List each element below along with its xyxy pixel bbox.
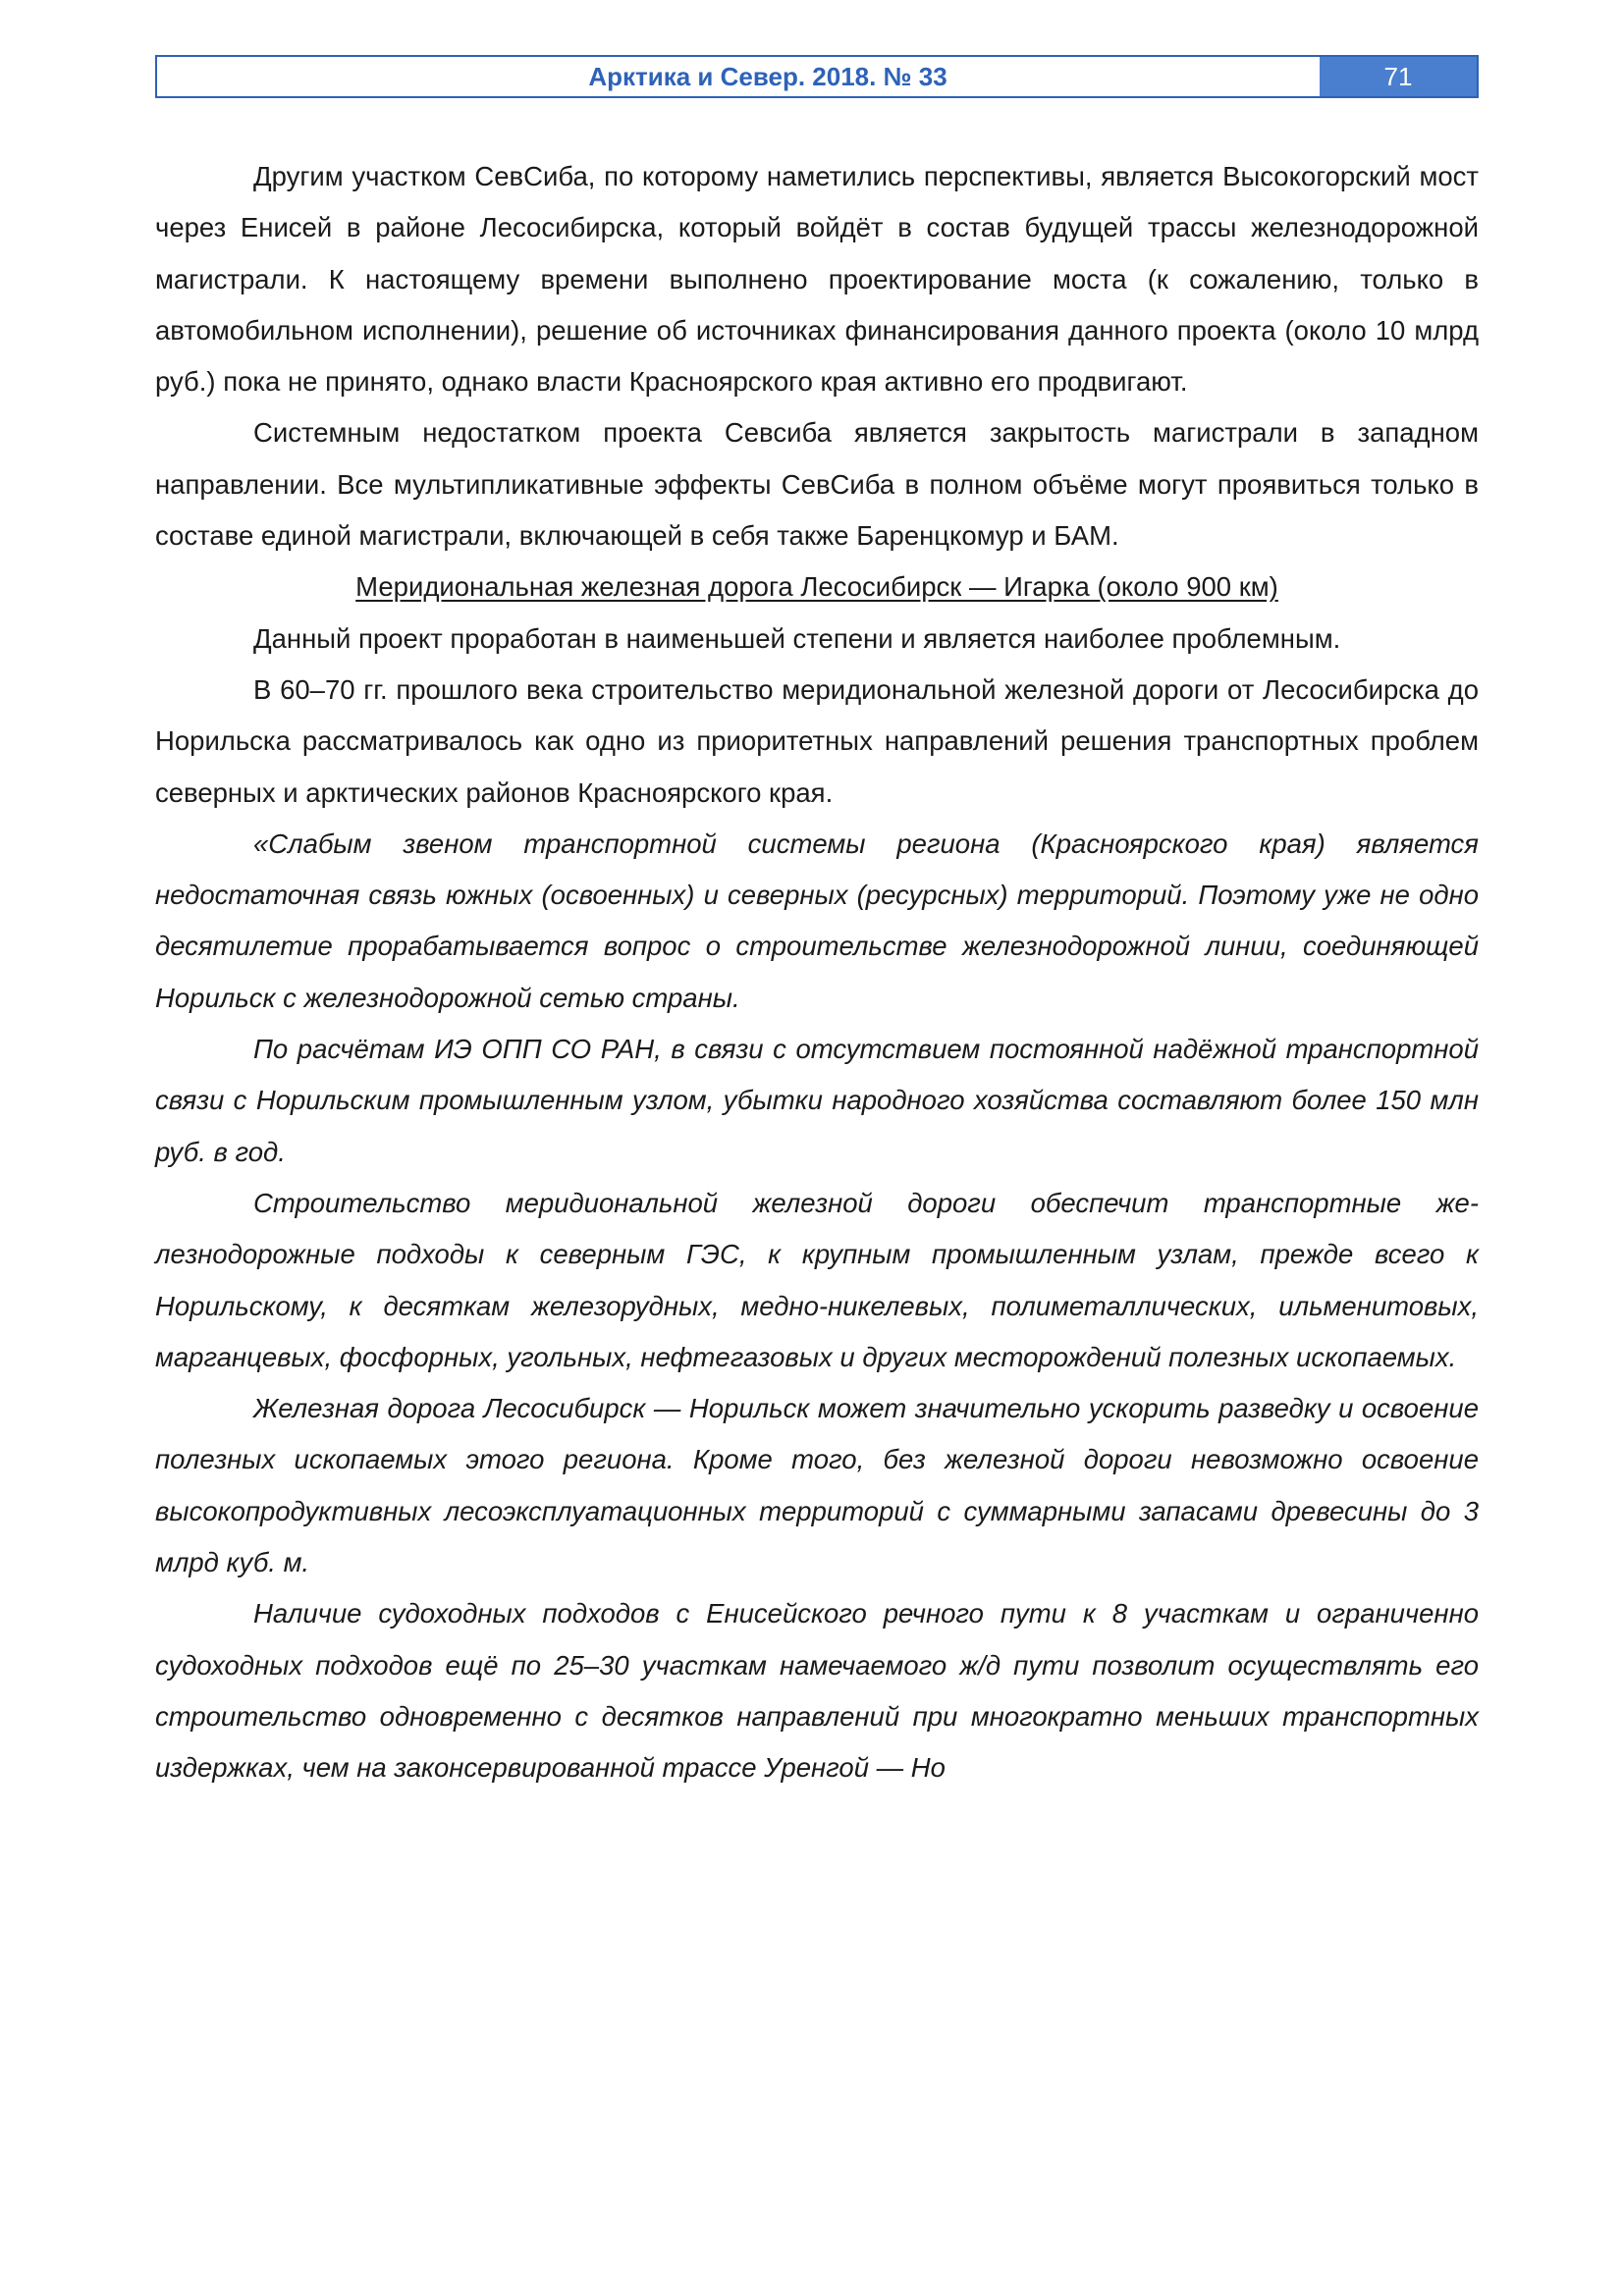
quote-paragraph: «Слабым звеном транспортной системы региона (Красноярского края) является недостаточная связь южных (освоенных) и северных (ресурсных) территорий. Поэтому уже не одно десятилетие прорабатывается вопрос о строительстве железнодорожной линии, соединяющей Норильск с железнодорожной сетью страны. (155, 828, 1479, 1013)
quote-paragraph: По расчётам ИЭ ОПП СО РАН, в связи с отсутствием постоянной надёжной транспортной связи с Норильским промышленным узлом, убытки народного хозяйства составляют более 150 млн руб. в год. (155, 1034, 1479, 1167)
article-body (155, 151, 1479, 1794)
page-number: 71 (1320, 57, 1477, 96)
section-heading-text: Меридиональная железная дорога Лесосибирск — Игарка (около 900 км) (355, 571, 1278, 603)
journal-title: Арктика и Север. 2018. № 33 (588, 61, 947, 91)
paragraph: В 60–70 гг. прошлого века строительство меридиональной железной дороги от Лесосибирска до Норильска рассматривалось как одно из приоритетных направлений решения транспортных проблем северных и арктических районов Красноярского края. (155, 673, 1479, 808)
paragraph: Данный проект проработан в наименьшей степени и является наиболее проблемным. (253, 622, 1341, 654)
quote-paragraph: Наличие судоходных подходов с Енисейского речного пути к 8 участкам и ограниченно судоходных подходов ещё по 25–30 участкам намечаемого ж/д пути позволит осуществлять его строительство одновременно с десятков направлений при многократно меньших транспортных издержках, чем на законсервированной трассе Уренгой — Но (155, 1598, 1479, 1784)
quote-paragraph: Железная дорога Лесосибирск — Норильск может значительно ускорить разведку и освоение полезных ископаемых этого региона. Кроме того, без железной дороги невозможно освоение высокопродуктивных лесоэксплуатационных территорий с суммарными запасами древесины до 3 млрд куб. м. (155, 1393, 1479, 1578)
section-heading (155, 561, 1479, 613)
paragraph: Другим участком СевСиба, по которому наметились перспективы, является Высокогорский мост через Енисей в районе Лесосибирска, который войдёт в состав будущей трассы железнодорожной магистрали. К настоящему времени выполнено проектирование моста (к сожалению, только в автомобильном исполнении), решение об источниках финансирования данного проекта (около 10 млрд руб.) пока не принято, однако власти Красноярского края активно его продвигают. (155, 161, 1479, 398)
journal-header (155, 55, 1479, 98)
paragraph: Системным недостатком проекта Севсиба является закрытость магистрали в западном направлении. Все мультипликативные эффекты СевСиба в полном объёме могут проявиться только в составе единой магистрали, включающей в себя также Баренцкомур и БАМ. (155, 417, 1479, 552)
quote-paragraph: Строительство меридиональной железной дороги обеспечит транспортные железнодорожные подходы к северным ГЭС, к крупным промышленным узлам, прежде всего к Норильскому, к десяткам железорудных, медно-никелевых, полиметаллических, ильменитовых, марганцевых, фосфорных, угольных, нефтегазовых и других месторождений полезных ископаемых. (155, 1187, 1479, 1372)
